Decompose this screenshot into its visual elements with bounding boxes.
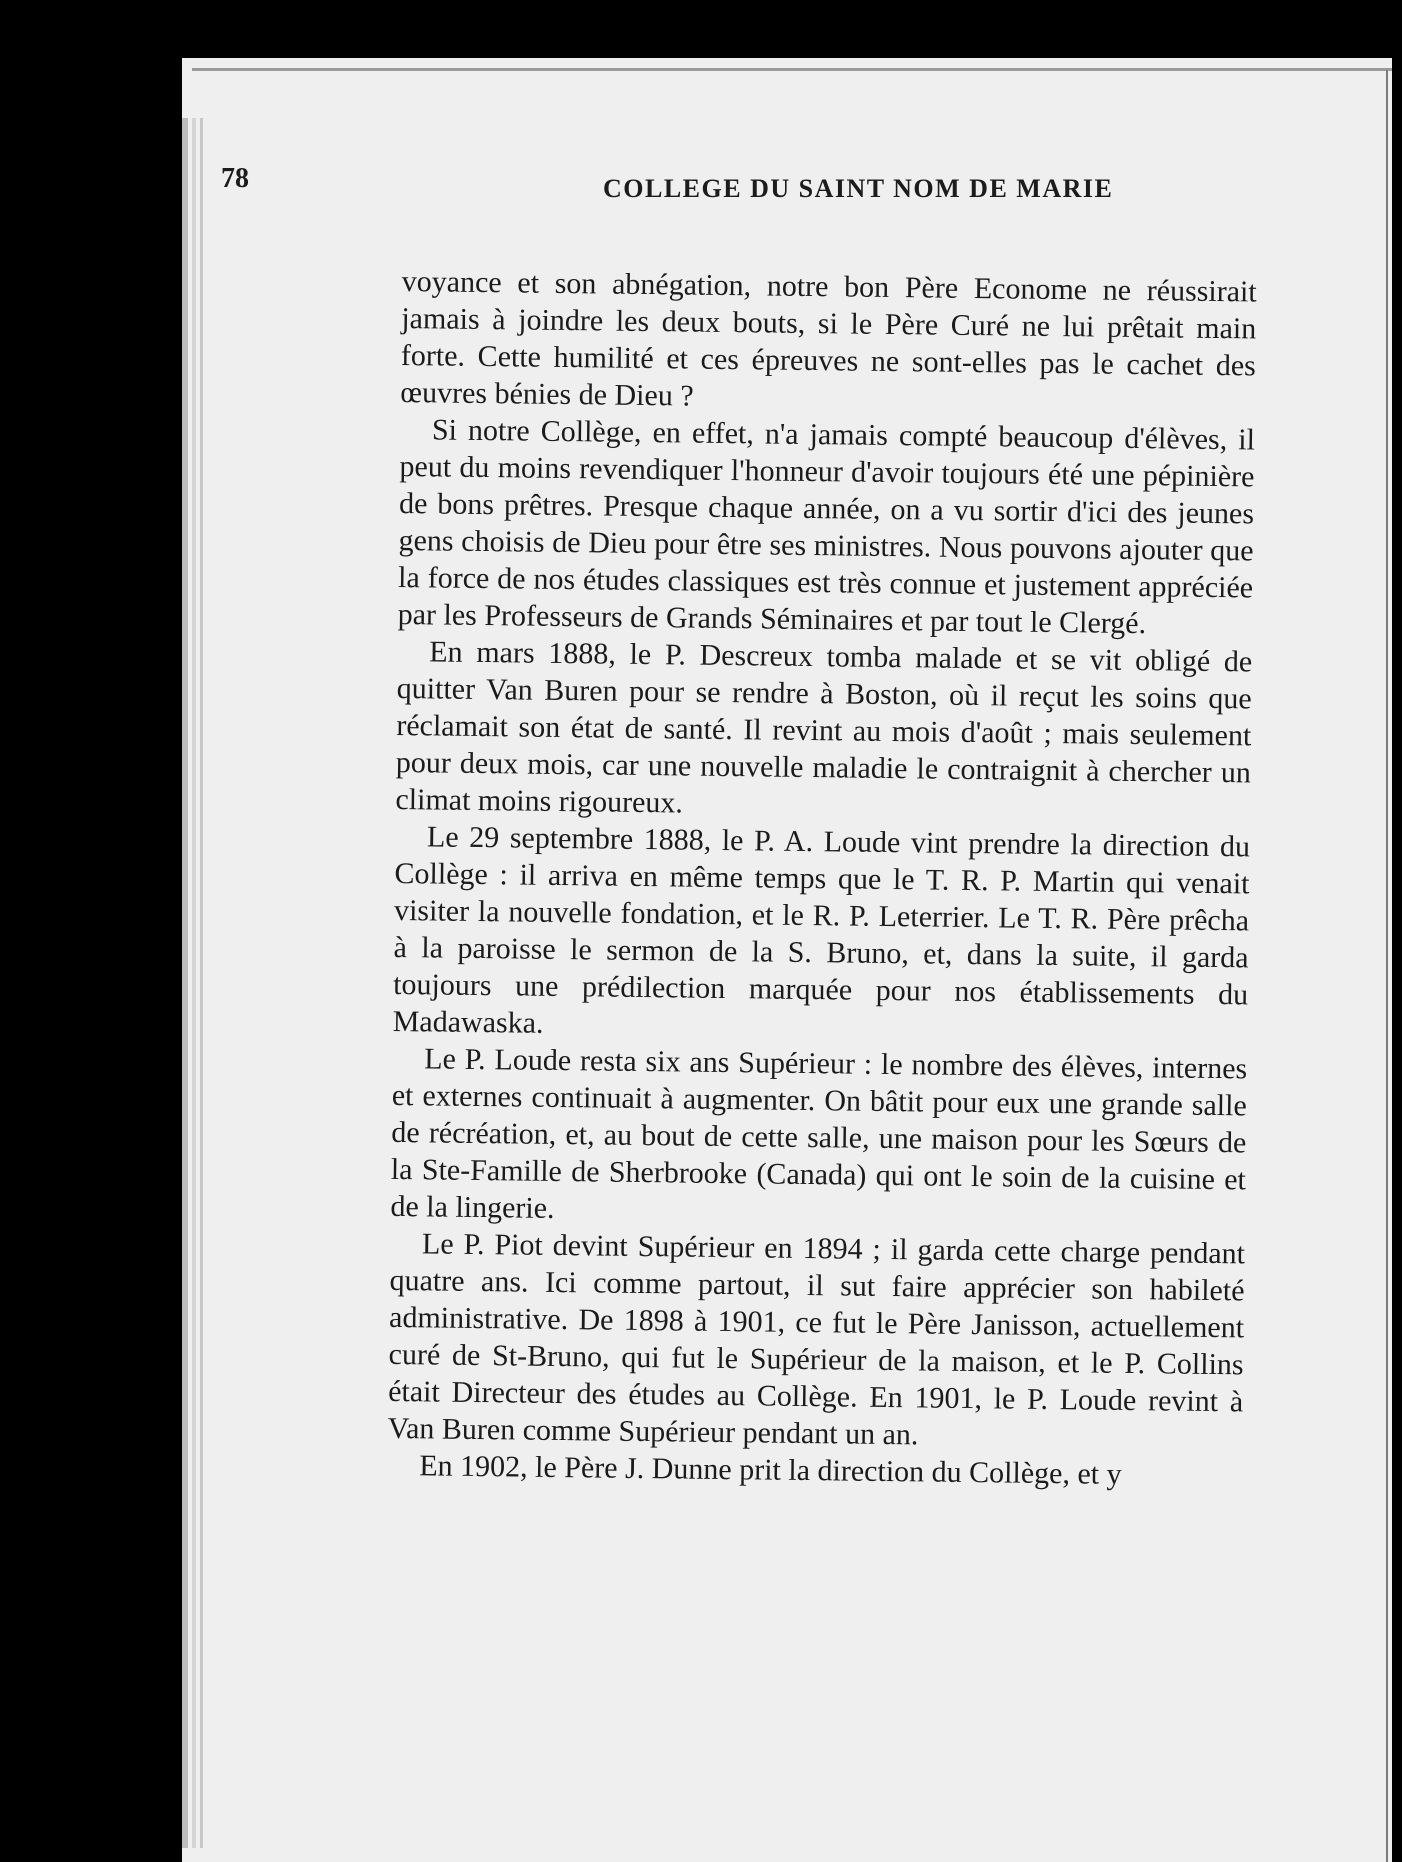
page-number: 78 — [221, 163, 249, 194]
page-edge — [182, 118, 188, 1848]
paragraph: voyance et son abnégation, notre bon Père Econome ne réussirait jamais à joindre les deux bouts, si le Père Curé ne lui prêtait main forte. Cette humilité et ces épreuves ne sont-elles pas le cachet des œuvres bénies de Dieu ? — [400, 264, 1257, 413]
paragraph: Le P. Loude resta six ans Supérieur : le nombre des élèves, internes et externes continuait à augmenter. On bâtit pour eux une grande salle de récréation, et, au bout de cette salle, une maison pour les Sœurs de la Ste-Famille de Sherbrooke (Canada) qui ont le soin de la cuisine et de la lingerie. — [390, 1042, 1248, 1225]
paragraph: Le P. Piot devint Supérieur en 1894 ; il garda cette charge pendant quatre ans. Ici comme partout, il sut faire apprécier son habileté administrative. De 1898 à 1901, ce fut le Père Janisson, actuellement curé de St-Bruno, qui fut le Supérieur de la maison, et le P. Collins était Directeur des études au Collège. En 1901, le P. Loude revint à Van Buren comme Supérieur pendant un an. — [387, 1227, 1246, 1452]
page-edge — [192, 118, 196, 1848]
right-page-border — [1386, 70, 1388, 1862]
paragraph: En 1902, le Père J. Dunne prit la direction du Collège, et y — [419, 1449, 1122, 1491]
running-title: COLLEGE DU SAINT NOM DE MARIE — [603, 174, 1114, 203]
paragraph: En mars 1888, le P. Descreux tomba malade et se vit obligé de quitter Van Buren pour se rendre à Boston, où il reçut les soins que réclamait son état de santé. Il revint au mois d'août ; mais seulement pour deux mois, car une nouvelle maladie le contraignit à chercher un climat moins rigoureux. — [395, 635, 1253, 820]
paragraph: Si notre Collège, en effet, n'a jamais compté beaucoup d'élèves, il peut du moins revendiquer l'honneur d'avoir toujours été une pépinière de bons prêtres. Presque chaque année, on a vu sortir d'ici des jeunes gens choisis de Dieu pour être ses ministres. Nous pouvons ajouter que la force de nos études classiques est très connue et justement appréciée par les Professeurs de Grands Séminaires et par tout le Clergé. — [397, 413, 1256, 641]
paragraph: Le 29 septembre 1888, le P. A. Loude vint prendre la direction du Collège : il arriva en même temps que le T. R. P. Martin qui venait visiter la nouvelle fondation, et le R. P. Leterrier. Le T. R. Père prêcha à la paroisse le sermon de la S. Bruno, et, dans la suite, il garda toujours une prédilection marquée pour nos établissements du Madawaska. — [392, 820, 1251, 1040]
top-page-border — [192, 68, 1392, 71]
body-text — [387, 263, 1257, 1494]
page-edge — [200, 118, 203, 1848]
